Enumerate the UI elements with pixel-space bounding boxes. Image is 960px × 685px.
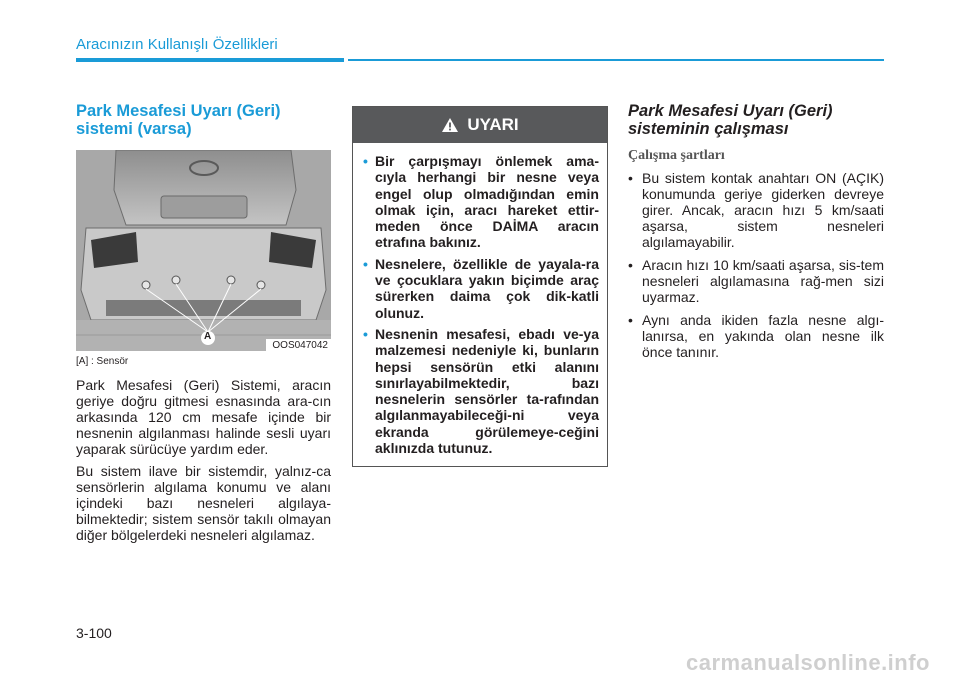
- warning-item: [363, 153, 599, 251]
- condition-item-text: Aynı anda ikiden fazla nesne algı-lanırsa, en yakında olan nesne ilk önce tanınır.: [642, 312, 884, 360]
- left-column: [76, 102, 331, 543]
- warning-title: UYARI: [467, 115, 519, 134]
- header-rule: [348, 59, 884, 61]
- right-section-title: [628, 102, 884, 138]
- sensor-label-marker: A: [204, 331, 212, 342]
- left-section-title: [76, 102, 331, 138]
- warning-box: [352, 106, 608, 467]
- condition-item: [628, 257, 884, 305]
- figure-code: OOS047042: [266, 339, 331, 351]
- rear-bumper-illustration: [76, 150, 331, 351]
- condition-item: [628, 170, 884, 250]
- header-rule-accent: [76, 58, 344, 62]
- condition-item: [628, 312, 884, 360]
- warning-list: [353, 143, 607, 456]
- section-header-title: Aracınızın Kullanışlı Özellikleri: [76, 36, 278, 53]
- watermark: carmanualsonline.info: [686, 650, 930, 675]
- warning-item-text: Nesnelere, özellikle de yayala-ra ve çocuklara yakın biçimde araç sürerken daima çok dik-katli olunuz.: [375, 255, 599, 321]
- left-title-line2: sistemi (varsa): [76, 120, 192, 138]
- bullet-icon: •: [363, 255, 368, 272]
- warning-header: [353, 107, 607, 143]
- page-number: 3-100: [76, 625, 112, 641]
- right-column: [628, 102, 884, 367]
- conditions-list: [628, 170, 884, 360]
- warning-item: [363, 326, 599, 456]
- condition-item-text: Bu sistem kontak anahtarı ON (AÇIK) konumunda geriye giderken devreye girer. Ancak, aracın hızı 5 km/saati aşarsa, sistem nesneleri algılamayabilir.: [642, 170, 884, 250]
- warning-item-text: Nesnenin mesafesi, ebadı ve-ya malzemesi nedeniyle ki, bunların hepsi sensörün etki alanını sınırlayabilmektedir, bazı nesnelerin sensörler ta-rafından algılanmayabileceği-ni veya ekranda görülemeye-ceğini aklınızda tutunuz.: [375, 325, 599, 457]
- warning-item-text: Bir çarpışmayı önlemek ama-cıyla herhangi bir nesne veya engel olup olmadığından emin olmak için, aracı hareket ettir-meden önce DAİMA aracın etrafına bakınız.: [375, 153, 599, 251]
- figure-caption: [A] : Sensör: [76, 356, 129, 367]
- bullet-icon: •: [628, 257, 633, 273]
- bullet-icon: •: [628, 312, 633, 328]
- left-paragraph-1: Park Mesafesi (Geri) Sistemi, aracın geriye doğru gitmesi esnasında ara-cın arkasında 120 cm mesafe içinde bir nesnenin algılanması halinde sesli uyarı yaparak sürücüye yardım eder.: [76, 377, 331, 457]
- right-title-line1: Park Mesafesi Uyarı (Geri): [628, 102, 833, 120]
- condition-item-text: Aracın hızı 10 km/saati aşarsa, sis-tem nesneleri algılamasına rağ-men sizi uyarmaz.: [642, 257, 884, 305]
- bullet-icon: •: [628, 170, 633, 186]
- warning-triangle-icon: [441, 117, 459, 133]
- warning-item: [363, 256, 599, 321]
- conditions-subtitle: Çalışma şartları: [628, 148, 725, 163]
- bullet-icon: •: [363, 325, 368, 342]
- bullet-icon: •: [363, 153, 368, 169]
- rear-sensor-figure: [76, 150, 331, 351]
- right-title-line2: sisteminin çalışması: [628, 120, 789, 138]
- left-paragraph-2: Bu sistem ilave bir sistemdir, yalnız-ca sensörlerin algılama konumu ve alanı içindeki bazı nesneleri algılaya-bilmektedir; sistem sensör takılı olmayan diğer bölgelerdeki nesneleri algılamaz.: [76, 463, 331, 543]
- left-title-line1: Park Mesafesi Uyarı (Geri): [76, 102, 281, 120]
